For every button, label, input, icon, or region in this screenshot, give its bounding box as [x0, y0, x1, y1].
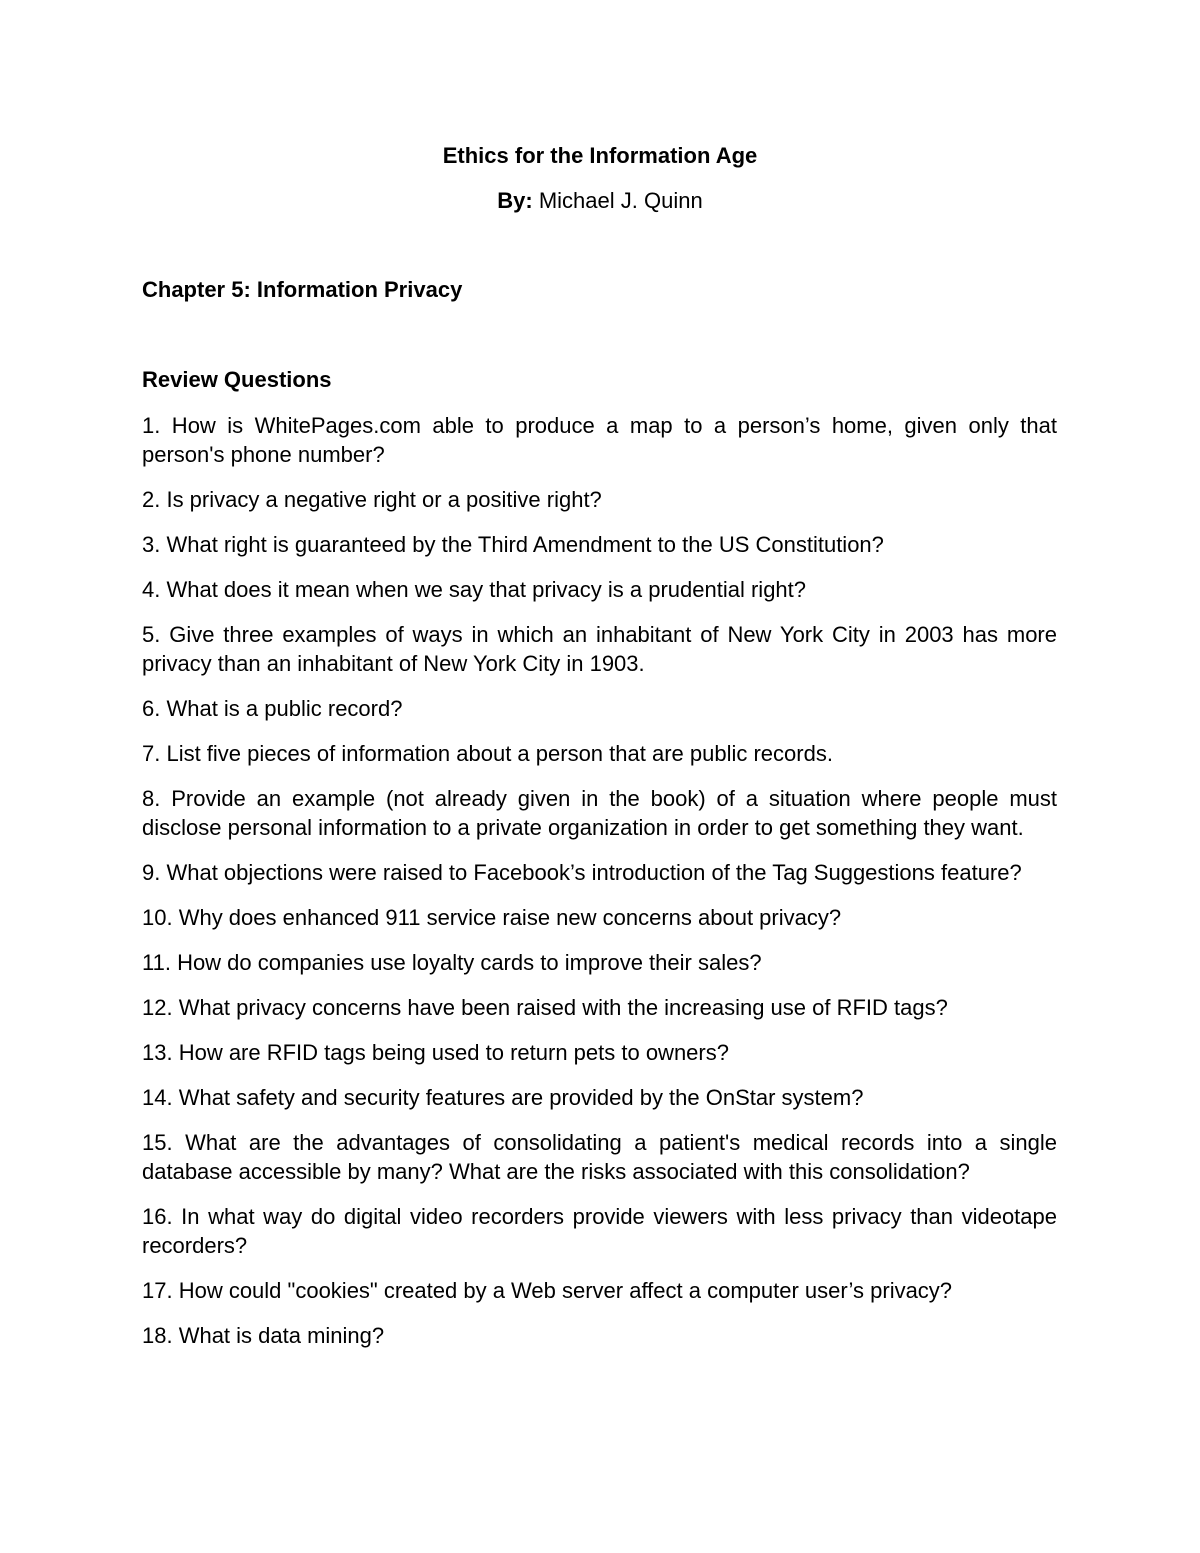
document-title: Ethics for the Information Age — [442, 143, 758, 168]
question-item: 8. Provide an example (not already given in the book) of a situation where people must disclose personal information to a private organization in order to get something they want. — [142, 786, 1057, 840]
question-item: 14. What safety and security features are provided by the OnStar system? — [142, 1085, 864, 1110]
byline — [0, 186, 1200, 216]
question-item: 13. How are RFID tags being used to return pets to owners? — [142, 1040, 729, 1065]
question-item: 11. How do companies use loyalty cards to improve their sales? — [142, 950, 762, 975]
question-item: 2. Is privacy a negative right or a positive right? — [142, 487, 602, 512]
byline-label: By: — [497, 188, 533, 213]
question-item: 7. List five pieces of information about a person that are public records. — [142, 741, 833, 766]
question-item: 10. Why does enhanced 911 service raise new concerns about privacy? — [142, 905, 842, 930]
question-item: 17. How could "cookies" created by a Web server affect a computer user’s privacy? — [142, 1278, 953, 1303]
question-item: 16. In what way do digital video recorders provide viewers with less privacy than videotape recorders? — [142, 1204, 1057, 1258]
author-name: Michael J. Quinn — [532, 188, 703, 213]
section-heading: Review Questions — [142, 367, 332, 392]
review-questions-list — [142, 411, 1057, 1366]
question-item: 3. What right is guaranteed by the Third Amendment to the US Constitution? — [142, 532, 884, 557]
question-item: 9. What objections were raised to Facebook’s introduction of the Tag Suggestions feature? — [142, 860, 1022, 885]
question-item: 4. What does it mean when we say that privacy is a prudential right? — [142, 577, 807, 602]
chapter-heading: Chapter 5: Information Privacy — [142, 277, 463, 302]
question-item: 1. How is WhitePages.com able to produce a map to a person’s home, given only that person's phone number? — [142, 413, 1057, 467]
question-item: 18. What is data mining? — [142, 1323, 385, 1348]
question-item: 5. Give three examples of ways in which an inhabitant of New York City in 2003 has more privacy than an inhabitant of New York City in 1903. — [142, 622, 1057, 676]
question-item: 12. What privacy concerns have been raised with the increasing use of RFID tags? — [142, 995, 948, 1020]
question-item: 6. What is a public record? — [142, 696, 403, 721]
question-item: 15. What are the advantages of consolidating a patient's medical records into a single database accessible by many? What are the risks associated with this consolidation? — [142, 1130, 1057, 1184]
